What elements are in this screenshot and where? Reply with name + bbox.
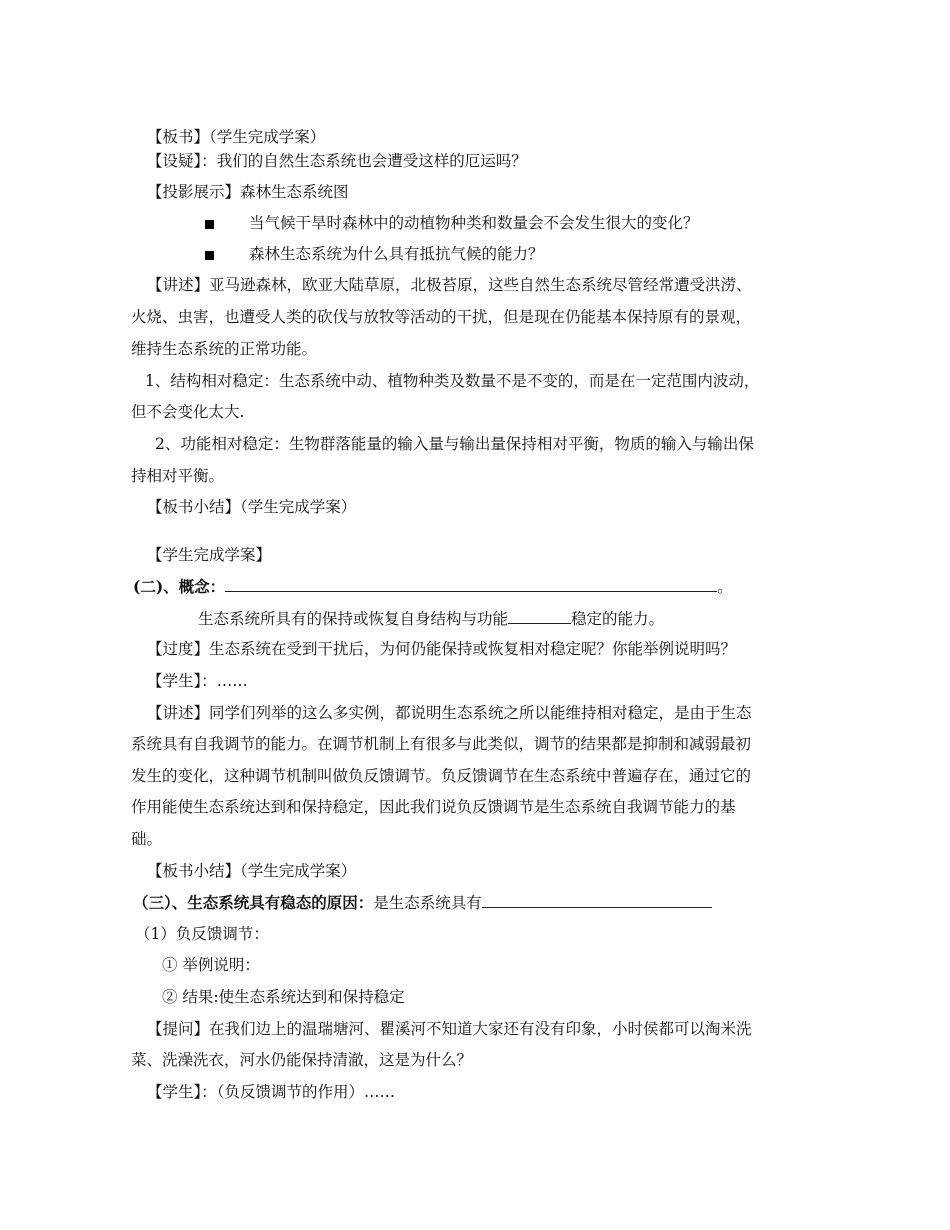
- definition-line: [198, 608, 664, 629]
- square-bullet-icon: [205, 251, 214, 260]
- concept-label: (二)、概念：: [133, 577, 226, 596]
- paragraph-line: 【讲述】同学们列举的这么多实例，都说明生态系统之所以能维持相对稳定，是由于生态: [147, 704, 752, 722]
- line-projection: 【投影展示】森林生态系统图: [147, 183, 349, 201]
- paragraph-line: ② 结果:使生态系统达到和保持稳定: [162, 988, 405, 1006]
- paragraph-line: 但不会变化太大.: [131, 403, 245, 421]
- paragraph-line: 维持生态系统的正常功能。: [131, 340, 318, 358]
- line-question: 【设疑】：我们的自然生态系统也会遭受这样的厄运吗？: [147, 152, 527, 170]
- paragraph-line: ① 举例说明：: [162, 956, 260, 974]
- paragraph-line: 【提问】在我们边上的温瑞塘河、瞿溪河不知道大家还有没有印象，小时侯都可以淘米洗: [147, 1020, 752, 1038]
- fill-blank: [482, 892, 712, 908]
- paragraph-line: 作用能使生态系统达到和保持稳定，因此我们说负反馈调节是生态系统自我调节能力的基: [131, 798, 736, 816]
- square-bullet-icon: [205, 220, 214, 229]
- paragraph-line: 持相对平衡。: [131, 467, 225, 485]
- concept-end: 。: [717, 578, 733, 596]
- paragraph-line: 【学生】：……: [147, 672, 248, 690]
- line-blackboard-summary: 【板书小结】（学生完成学案）: [147, 498, 357, 516]
- line-blackboard-summary: 【板书小结】（学生完成学案）: [147, 862, 357, 880]
- reason-line: [133, 892, 712, 913]
- paragraph-line: 菜、洗澡洗衣，河水仍能保持清澈，这是为什么？: [131, 1051, 473, 1069]
- paragraph-line: 2、功能相对稳定：生物群落能量的输入量与输出量保持相对平衡，物质的输入与输出保: [155, 435, 754, 453]
- fill-blank: [508, 608, 571, 624]
- bullet-text-2: 森林生态系统为什么具有抵抗气候的能力？: [248, 245, 544, 263]
- fill-blank: [225, 576, 717, 592]
- paragraph-line: 【过度】生态系统在受到干扰后，为何仍能保持或恢复相对稳定呢？你能举例说明吗？: [147, 640, 737, 658]
- reason-label: （三）、生态系统具有稳态的原因：: [133, 893, 374, 912]
- line-blackboard-1: 【板书】（学生完成学案）: [147, 128, 326, 146]
- paragraph-line: 【讲述】亚马逊森林，欧亚大陆草原，北极苔原，这些自然生态系统尽管经常遭受洪涝、: [147, 276, 752, 294]
- concept-line: [133, 576, 733, 597]
- paragraph-line: 础。: [131, 830, 163, 848]
- bullet-text-1: 当气候干旱时森林中的动植物种类和数量会不会发生很大的变化？: [248, 214, 699, 232]
- paragraph-line: 1、结构相对稳定：生态系统中动、植物种类及数量不是不变的，而是在一定范围内波动，: [145, 372, 760, 390]
- definition-text-a: 生态系统所具有的保持或恢复自身结构与功能: [198, 610, 509, 628]
- reason-text: 是生态系统具有: [373, 894, 482, 912]
- paragraph-line: （1）负反馈调节：: [135, 925, 269, 943]
- paragraph-line: 系统具有自我调节的能力。在调节机制上有很多与此类似，调节的结果都是抑制和减弱最初: [131, 735, 752, 753]
- paragraph-line: 发生的变化，这种调节机制叫做负反馈调节。负反馈调节在生态系统中普遍存在，通过它的: [131, 767, 752, 785]
- definition-text-b: 稳定的能力。: [571, 610, 665, 628]
- paragraph-line: 【学生】：（负反馈调节的作用）……: [147, 1083, 396, 1101]
- bullet-item-1: [205, 213, 698, 233]
- line-student-worksheet: 【学生完成学案】: [147, 546, 272, 564]
- bullet-item-2: [205, 244, 543, 264]
- paragraph-line: 火烧、虫害，也遭受人类的砍伐与放牧等活动的干扰，但是现在仍能基本保持原有的景观，: [131, 308, 752, 326]
